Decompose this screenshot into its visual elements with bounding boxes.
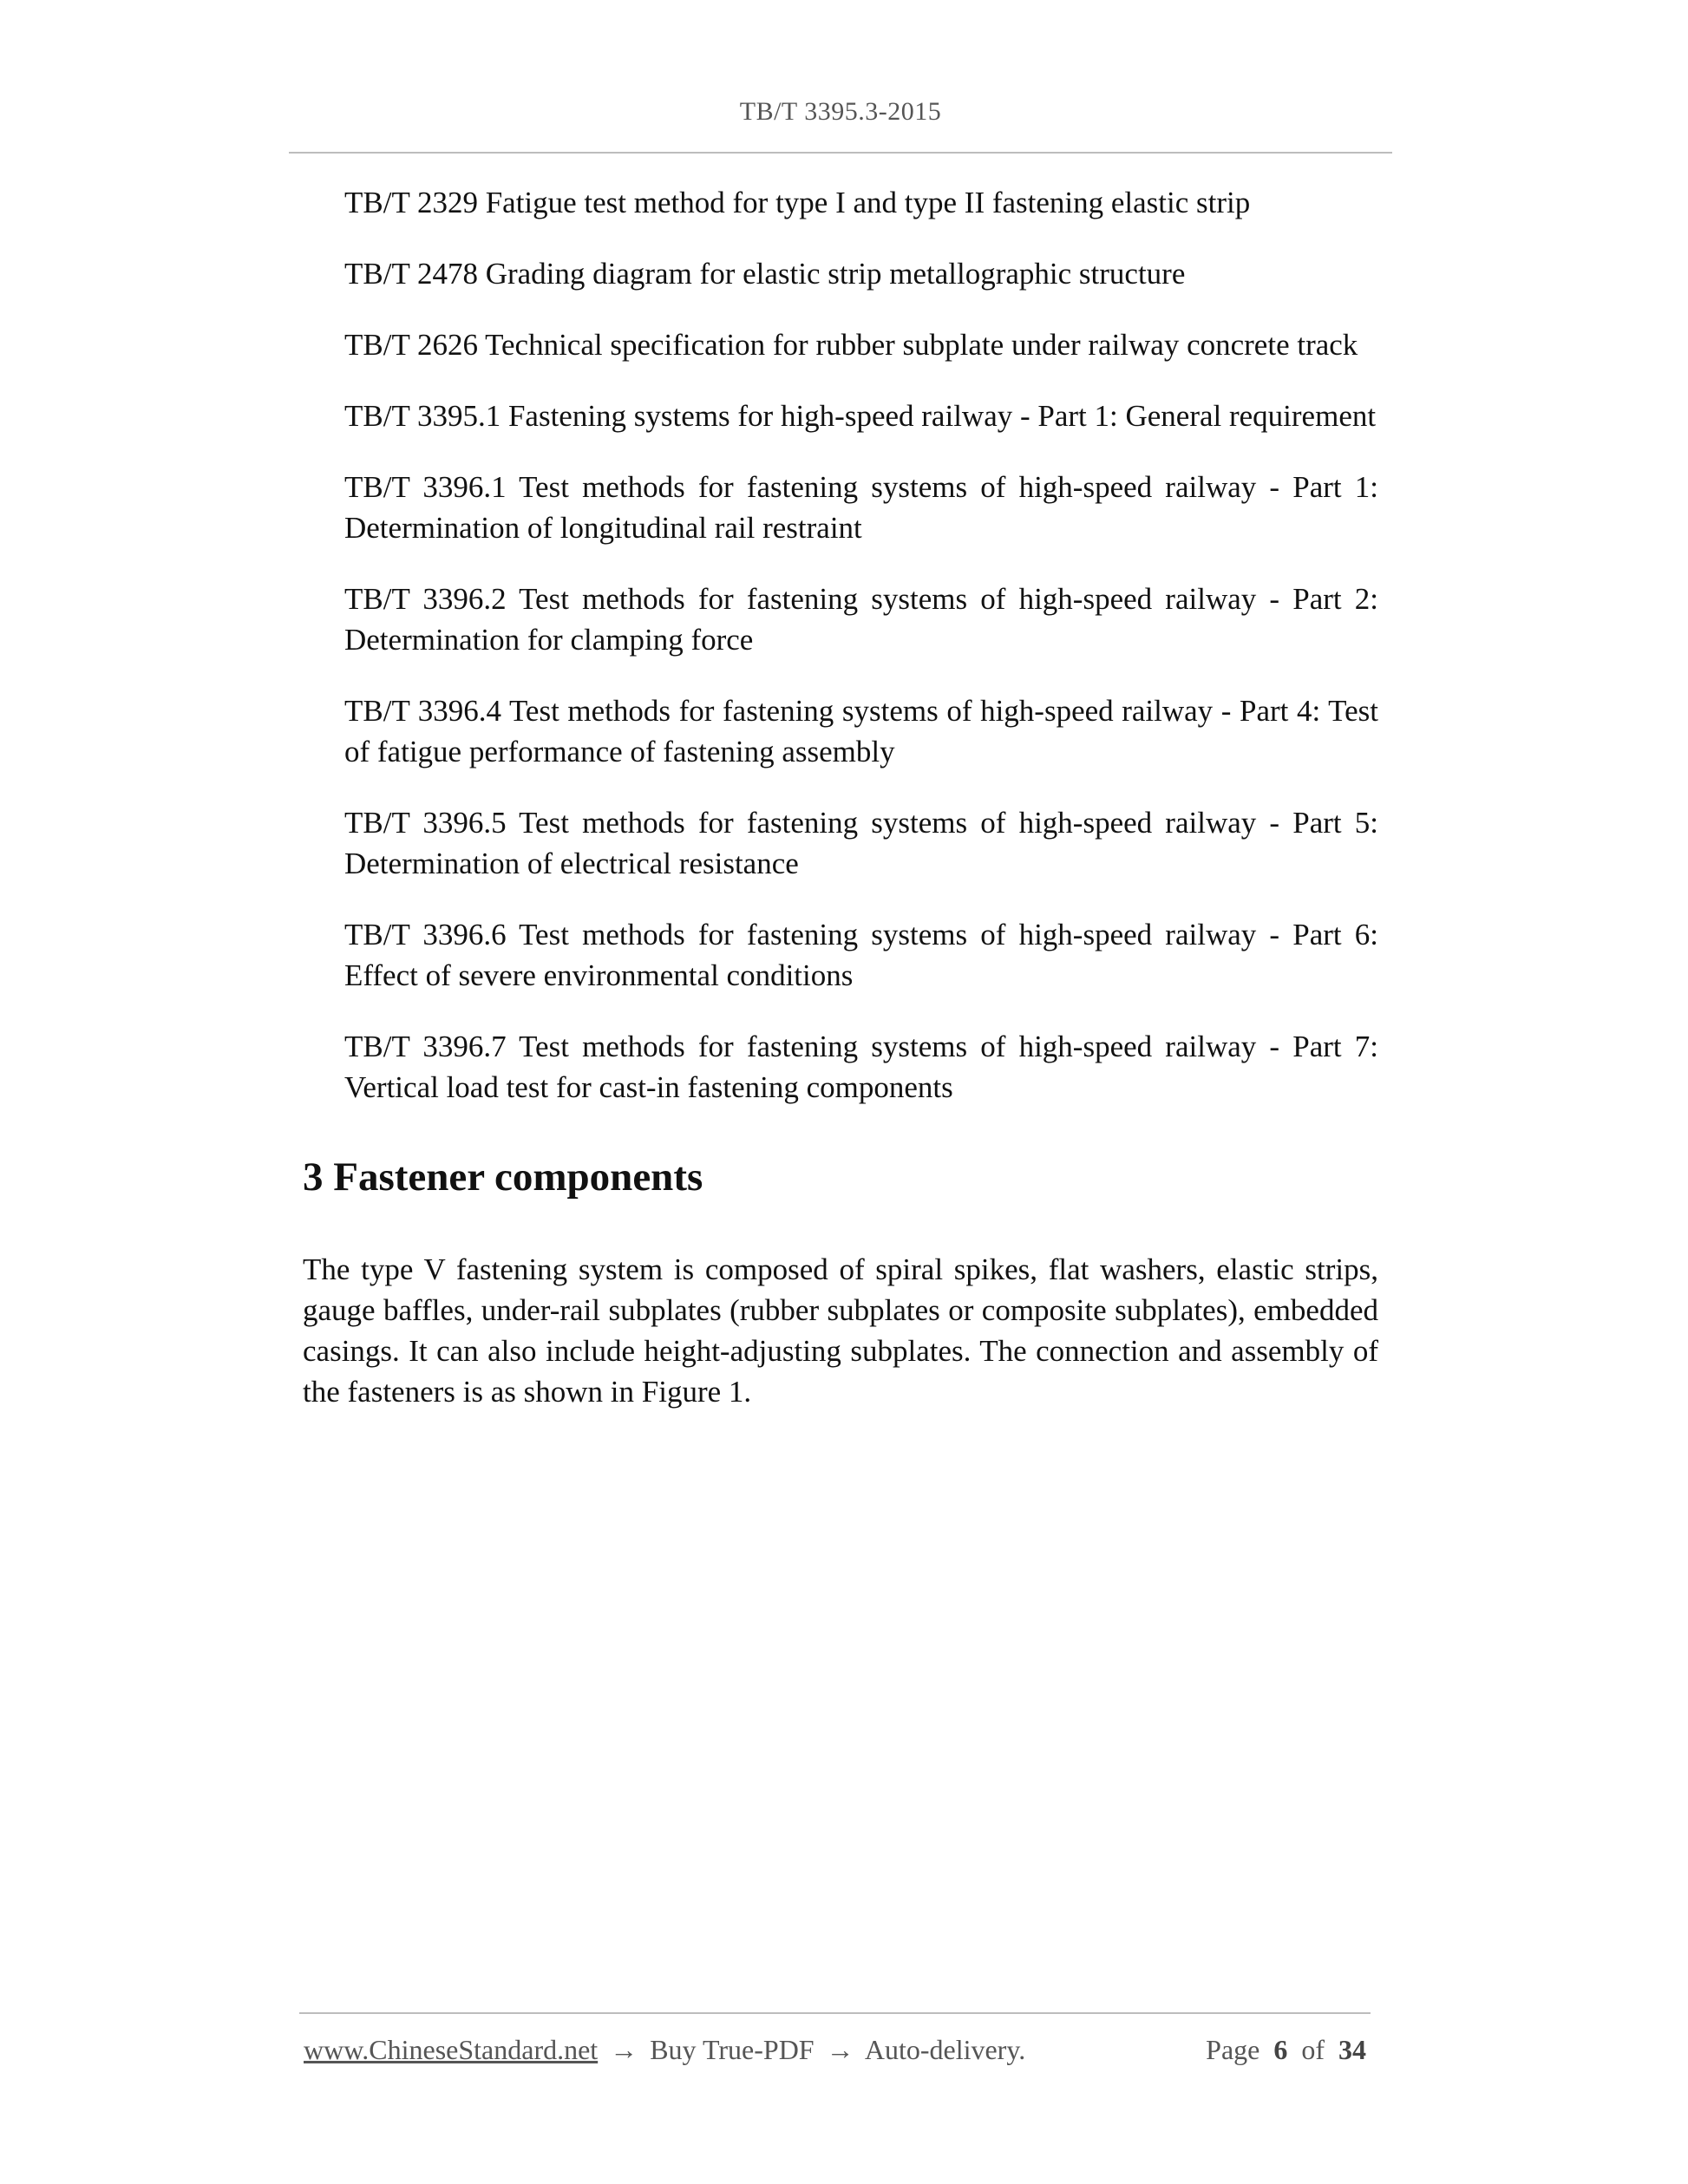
footer-promo — [304, 2034, 1025, 2066]
normative-references-list — [344, 182, 1378, 1138]
page-indicator — [1206, 2034, 1366, 2066]
section-heading: 3 Fastener components — [303, 1154, 703, 1200]
total-pages-number: 34 — [1338, 2034, 1366, 2065]
of-label: of — [1301, 2034, 1325, 2065]
reference-item: TB/T 3396.7 Test methods for fastening systems of high-speed railway - Part 7: Vertical load test for cast-in fastening components — [344, 1030, 1378, 1104]
reference-item: TB/T 2478 Grading diagram for elastic strip metallographic structure — [344, 257, 1186, 291]
reference-item: TB/T 2329 Fatigue test method for type I and type II fastening elastic strip — [344, 186, 1251, 219]
footer-divider — [299, 2012, 1371, 2014]
page-label: Page — [1206, 2034, 1260, 2065]
reference-item: TB/T 3396.4 Test methods for fastening systems of high-speed railway - Part 4: Test of fatigue performance of fastening assembly — [344, 694, 1378, 768]
current-page-number: 6 — [1273, 2034, 1288, 2065]
right-arrow-icon: → — [826, 2034, 854, 2065]
reference-item: TB/T 3395.1 Fastening systems for high-speed railway - Part 1: General requirement — [344, 399, 1377, 433]
reference-item: TB/T 3396.6 Test methods for fastening systems of high-speed railway - Part 6: Effect of severe environmental conditions — [344, 918, 1378, 992]
right-arrow-icon: → — [610, 2034, 638, 2065]
reference-item: TB/T 3396.5 Test methods for fastening systems of high-speed railway - Part 5: Determination of electrical resistance — [344, 806, 1378, 880]
auto-delivery-text: Auto-delivery. — [864, 2034, 1026, 2065]
reference-item: TB/T 3396.2 Test methods for fastening systems of high-speed railway - Part 2: Determination for clamping force — [344, 582, 1378, 657]
section-paragraph: The type V fastening system is composed of spiral spikes, flat washers, elastic strips, gauge baffles, under-rail subplates (rubber subplates or composite subplates), embedded casings. It can also include height-adjusting subplates. The connection and assembly of the fasteners is as shown in Figure 1. — [303, 1252, 1378, 1409]
document-header: TB/T 3395.3-2015 — [739, 97, 942, 126]
reference-item: TB/T 2626 Technical specification for rubber subplate under railway concrete track — [344, 328, 1358, 362]
website-link[interactable]: www.ChineseStandard.net — [304, 2034, 599, 2065]
buy-true-pdf-text: Buy True-PDF — [650, 2034, 815, 2065]
reference-item: TB/T 3396.1 Test methods for fastening systems of high-speed railway - Part 1: Determination of longitudinal rail restraint — [344, 470, 1378, 545]
header-divider — [289, 152, 1392, 154]
